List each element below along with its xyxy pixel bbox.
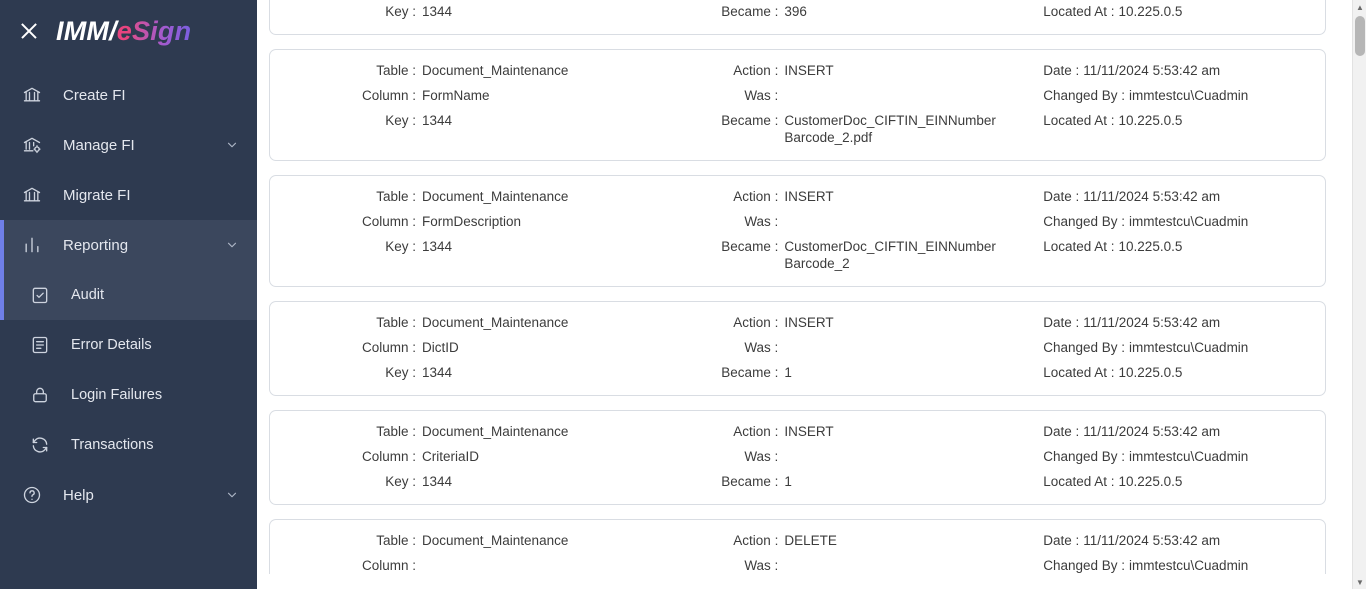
became-label: Became : xyxy=(721,239,779,254)
changed-by-value: immtestcu\Cuadmin xyxy=(1129,449,1249,464)
column-value-row xyxy=(270,339,676,356)
date-row xyxy=(1003,62,1325,79)
audit-record-card[interactable] xyxy=(269,49,1326,161)
action-label: Action : xyxy=(733,315,779,330)
date-value: 11/11/2024 5:53:42 am xyxy=(1083,189,1221,204)
table-label: Table : xyxy=(376,315,416,330)
table-value: Document_Maintenance xyxy=(422,533,569,548)
table-value-row xyxy=(270,188,676,205)
column-label: Column : xyxy=(361,88,416,103)
changed-by-value: immtestcu\Cuadmin xyxy=(1129,214,1249,229)
app-logo xyxy=(56,16,191,47)
record-identity-column xyxy=(270,0,676,20)
changed-by-row xyxy=(1003,339,1325,356)
action-label: Action : xyxy=(733,189,779,204)
sidebar-item-reporting[interactable] xyxy=(0,220,257,270)
sidebar-item-label: Reporting xyxy=(63,236,129,254)
date-value: 11/11/2024 5:53:42 am xyxy=(1083,63,1221,78)
changed-by-row xyxy=(1003,448,1325,465)
action-value-row xyxy=(676,423,1003,440)
changed-by-label: Changed By : xyxy=(1043,214,1126,229)
changed-by-row xyxy=(1003,213,1325,230)
sidebar-item-create-fi[interactable] xyxy=(0,70,257,120)
bank-icon xyxy=(22,85,50,105)
sidebar-item-label: Error Details xyxy=(71,337,152,353)
record-change-column xyxy=(676,0,1003,20)
action-label: Action : xyxy=(733,424,779,439)
sidebar-item-label: Manage FI xyxy=(63,136,135,154)
record-meta-column xyxy=(1003,423,1325,490)
key-label: Key : xyxy=(385,113,416,128)
became-label: Became : xyxy=(721,113,779,128)
record-identity-column xyxy=(270,62,676,146)
record-identity-column xyxy=(270,532,676,574)
date-label: Date : xyxy=(1043,424,1080,439)
action-value: INSERT xyxy=(784,189,834,204)
changed-by-value: immtestcu\Cuadmin xyxy=(1129,558,1249,573)
table-label: Table : xyxy=(376,189,416,204)
action-label: Action : xyxy=(733,533,779,548)
audit-record-card[interactable] xyxy=(269,175,1326,287)
table-value-row xyxy=(270,532,676,549)
located-at-value: 10.225.0.5 xyxy=(1118,474,1183,489)
became-value-row xyxy=(676,238,1003,272)
was-label: Was : xyxy=(744,88,779,103)
scroll-down-button[interactable]: ▼ xyxy=(1353,575,1366,589)
sidebar xyxy=(0,0,257,589)
key-label: Key : xyxy=(385,474,416,489)
located-at-value: 10.225.0.5 xyxy=(1118,239,1183,254)
was-value-row xyxy=(676,87,1003,104)
record-identity-column xyxy=(270,314,676,381)
column-label: Column : xyxy=(361,449,416,464)
date-value: 11/11/2024 5:53:42 am xyxy=(1083,533,1221,548)
key-value-row xyxy=(270,238,676,255)
action-value: INSERT xyxy=(784,315,834,330)
logo-sign: Sign xyxy=(132,15,192,46)
audit-record-card[interactable] xyxy=(269,519,1326,574)
table-label: Table : xyxy=(376,63,416,78)
located-at-label: Located At : xyxy=(1043,365,1115,380)
became-label: Became : xyxy=(721,365,779,380)
table-value: Document_Maintenance xyxy=(422,63,569,78)
sidebar-item-error-details[interactable] xyxy=(0,320,257,370)
date-row xyxy=(1003,188,1325,205)
sidebar-header xyxy=(0,0,257,62)
located-at-row xyxy=(1003,364,1325,381)
key-value: 1344 xyxy=(422,4,453,19)
record-meta-column xyxy=(1003,188,1325,272)
located-at-row xyxy=(1003,473,1325,490)
was-label: Was : xyxy=(744,214,779,229)
located-at-value: 10.225.0.5 xyxy=(1118,113,1183,128)
lock-icon xyxy=(30,385,58,405)
column-label: Column : xyxy=(361,214,416,229)
question-circle-icon xyxy=(22,485,50,505)
table-value-row xyxy=(270,62,676,79)
record-meta-column xyxy=(1003,532,1325,574)
located-at-label: Located At : xyxy=(1043,113,1115,128)
action-value: INSERT xyxy=(784,424,834,439)
date-label: Date : xyxy=(1043,63,1080,78)
action-label: Action : xyxy=(733,63,779,78)
changed-by-label: Changed By : xyxy=(1043,340,1126,355)
table-label: Table : xyxy=(376,533,416,548)
key-value-row xyxy=(270,473,676,490)
sidebar-item-audit[interactable] xyxy=(0,270,257,320)
action-value-row xyxy=(676,62,1003,79)
logo-e: e xyxy=(116,15,133,46)
column-value-row xyxy=(270,87,676,104)
record-meta-column xyxy=(1003,0,1325,20)
sidebar-item-label: Create FI xyxy=(63,86,126,104)
sidebar-item-label: Transactions xyxy=(71,437,154,453)
table-label: Table : xyxy=(376,424,416,439)
audit-record-card[interactable] xyxy=(269,410,1326,505)
audit-record-list xyxy=(257,0,1352,574)
changed-by-label: Changed By : xyxy=(1043,449,1126,464)
sidebar-item-login-failures[interactable] xyxy=(0,370,257,420)
was-value-row xyxy=(676,448,1003,465)
sidebar-nav xyxy=(0,70,257,520)
logo-imm: IMM xyxy=(56,15,110,46)
was-label: Was : xyxy=(744,340,779,355)
became-value: CustomerDoc_CIFTIN_EINNumberBarcode_2 xyxy=(784,239,996,271)
bar-chart-icon xyxy=(22,235,50,255)
located-at-label: Located At : xyxy=(1043,474,1115,489)
action-value: INSERT xyxy=(784,63,834,78)
bank-arrow-icon xyxy=(22,185,50,205)
record-identity-column xyxy=(270,188,676,272)
date-row xyxy=(1003,314,1325,331)
located-at-label: Located At : xyxy=(1043,239,1115,254)
became-label: Became : xyxy=(721,474,779,489)
table-value: Document_Maintenance xyxy=(422,424,569,439)
key-label: Key : xyxy=(385,239,416,254)
key-value: 1344 xyxy=(422,113,453,128)
table-value: Document_Maintenance xyxy=(422,189,569,204)
audit-record-card[interactable] xyxy=(269,0,1326,35)
vertical-scrollbar[interactable] xyxy=(1352,0,1366,589)
key-value: 1344 xyxy=(422,365,453,380)
date-label: Date : xyxy=(1043,189,1080,204)
column-value-row xyxy=(270,213,676,230)
became-value-row xyxy=(676,364,1003,381)
became-value-row xyxy=(676,473,1003,490)
record-change-column xyxy=(676,62,1003,146)
logo-slash: / xyxy=(109,15,117,46)
located-at-value: 10.225.0.5 xyxy=(1118,4,1183,19)
date-value: 11/11/2024 5:53:42 am xyxy=(1083,315,1221,330)
record-change-column xyxy=(676,188,1003,272)
record-meta-column xyxy=(1003,314,1325,381)
table-value: Document_Maintenance xyxy=(422,315,569,330)
scroll-thumb[interactable] xyxy=(1355,16,1365,56)
key-value: 1344 xyxy=(422,239,453,254)
record-change-column xyxy=(676,314,1003,381)
sidebar-item-transactions[interactable] xyxy=(0,420,257,470)
key-value-row xyxy=(270,3,676,20)
date-value: 11/11/2024 5:53:42 am xyxy=(1083,424,1221,439)
record-meta-column xyxy=(1003,62,1325,146)
sidebar-item-label: Login Failures xyxy=(71,387,163,403)
key-value-row xyxy=(270,364,676,381)
located-at-value: 10.225.0.5 xyxy=(1118,365,1183,380)
document-list-icon xyxy=(30,335,58,355)
sidebar-item-label: Help xyxy=(63,486,94,504)
became-value: 1 xyxy=(784,365,792,380)
date-row xyxy=(1003,532,1325,549)
became-value: 1 xyxy=(784,474,792,489)
scroll-up-button[interactable]: ▲ xyxy=(1353,0,1366,14)
changed-by-row xyxy=(1003,87,1325,104)
bank-gear-icon xyxy=(22,135,50,155)
became-value: CustomerDoc_CIFTIN_EINNumberBarcode_2.pdf xyxy=(784,113,996,145)
column-value: FormName xyxy=(422,88,490,103)
record-change-column xyxy=(676,532,1003,574)
key-value: 1344 xyxy=(422,474,453,489)
main-content xyxy=(257,0,1366,589)
date-row xyxy=(1003,423,1325,440)
chevron-down-icon[interactable] xyxy=(225,138,239,152)
key-label: Key : xyxy=(385,4,416,19)
date-label: Date : xyxy=(1043,533,1080,548)
sidebar-item-label: Migrate FI xyxy=(63,186,131,204)
key-label: Key : xyxy=(385,365,416,380)
located-at-row xyxy=(1003,112,1325,129)
sidebar-item-label: Audit xyxy=(71,287,105,303)
column-value-row xyxy=(270,557,676,574)
became-label: Became : xyxy=(721,4,779,19)
chevron-down-icon[interactable] xyxy=(225,488,239,502)
key-value-row xyxy=(270,112,676,129)
record-identity-column xyxy=(270,423,676,490)
located-at-label: Located At : xyxy=(1043,4,1115,19)
was-value-row xyxy=(676,213,1003,230)
was-value-row xyxy=(676,339,1003,356)
was-value-row xyxy=(676,557,1003,574)
sidebar-item-manage-fi[interactable] xyxy=(0,120,257,170)
clipboard-check-icon xyxy=(30,285,58,305)
was-label: Was : xyxy=(744,558,779,573)
column-label: Column : xyxy=(361,558,416,573)
audit-record-card[interactable] xyxy=(269,301,1326,396)
record-change-column xyxy=(676,423,1003,490)
table-value-row xyxy=(270,423,676,440)
was-label: Was : xyxy=(744,449,779,464)
date-label: Date : xyxy=(1043,315,1080,330)
table-value-row xyxy=(270,314,676,331)
action-value-row xyxy=(676,188,1003,205)
became-value-row xyxy=(676,112,1003,146)
column-value: FormDescription xyxy=(422,214,522,229)
changed-by-value: immtestcu\Cuadmin xyxy=(1129,88,1249,103)
column-value-row xyxy=(270,448,676,465)
sidebar-item-help[interactable] xyxy=(0,470,257,520)
column-value: DictID xyxy=(422,340,459,355)
refresh-icon xyxy=(30,435,58,455)
located-at-row xyxy=(1003,238,1325,255)
sidebar-item-migrate-fi[interactable] xyxy=(0,170,257,220)
action-value-row xyxy=(676,532,1003,549)
action-value-row xyxy=(676,314,1003,331)
changed-by-value: immtestcu\Cuadmin xyxy=(1129,340,1249,355)
chevron-down-icon[interactable] xyxy=(225,238,239,252)
changed-by-row xyxy=(1003,557,1325,574)
changed-by-label: Changed By : xyxy=(1043,558,1126,573)
became-value: 396 xyxy=(784,4,807,19)
became-value-row xyxy=(676,3,1003,20)
column-label: Column : xyxy=(361,340,416,355)
located-at-row xyxy=(1003,3,1325,20)
column-value: CriteriaID xyxy=(422,449,480,464)
close-icon[interactable] xyxy=(18,20,40,42)
changed-by-label: Changed By : xyxy=(1043,88,1126,103)
action-value: DELETE xyxy=(784,533,837,548)
